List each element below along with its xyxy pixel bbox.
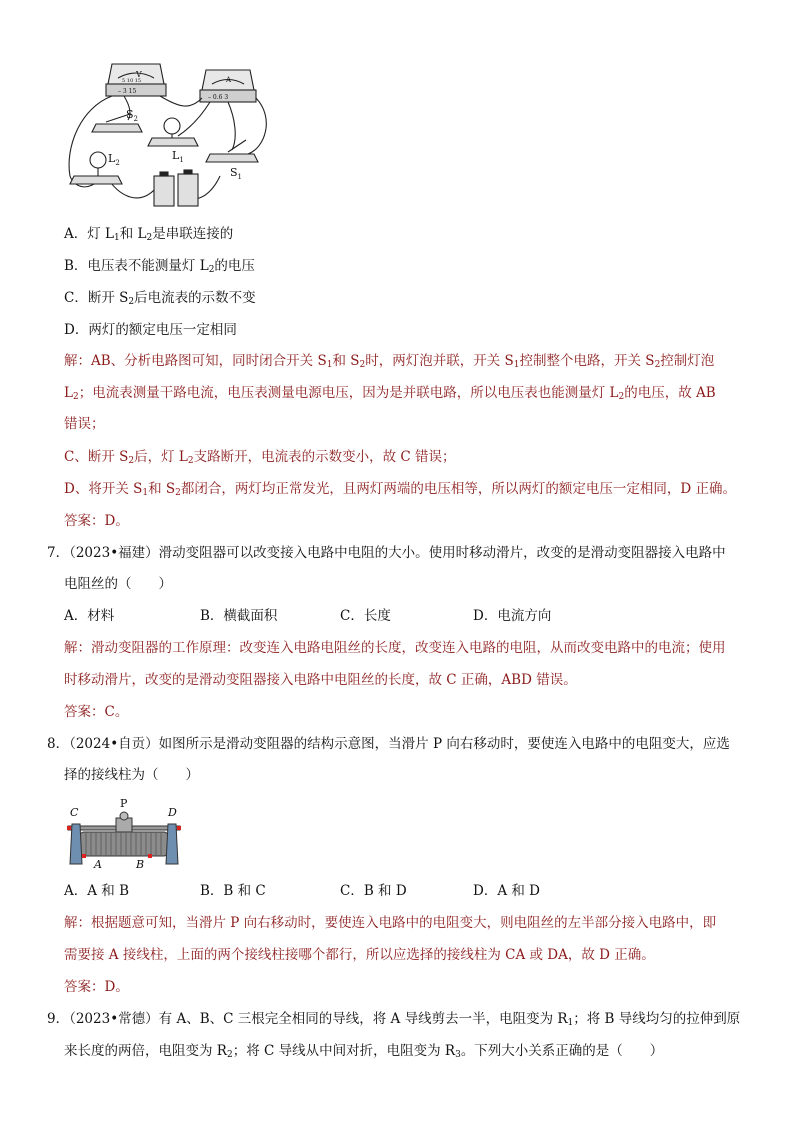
s1-label: $S_1$ bbox=[230, 166, 243, 181]
q6-answer: 答案：D。 bbox=[64, 513, 129, 529]
voltmeter-scale: 5 10 15 bbox=[122, 78, 142, 84]
q7-option-c: C．长度 bbox=[340, 608, 391, 624]
q9-stem-line-2: 来长度的两倍，电阻变为 $R_2$；将 C 导线从中间对折，电阻变为 $R_3$。下列大小关系正确的是（ ） bbox=[64, 1043, 664, 1060]
q6-option-d: D．两灯的额定电压一定相同 bbox=[64, 322, 237, 338]
q8-solution-line-1: 解：根据题意可知，当滑片 P 向右移动时，要使连入电路中的电阻变大，则电阻丝的左半部分接入电路中，即 bbox=[64, 915, 717, 931]
terminal-d-label: D bbox=[168, 806, 177, 819]
q8-option-a: A．A 和 B bbox=[64, 883, 130, 899]
q6-solution-line-1: 解：AB、分析电路图可知，同时闭合开关 $S_1$和 $S_2$时，两灯泡并联，开关 $S_1$控制整个电路，开关 $S_2$控制灯泡 bbox=[64, 353, 715, 370]
q6-solution-line-3: 错误； bbox=[64, 416, 105, 432]
q7-option-d: D．电流方向 bbox=[473, 608, 552, 624]
q7-option-a: A．材料 bbox=[64, 608, 115, 624]
rheostat-diagram bbox=[64, 798, 184, 870]
l1-label: $L_1$ bbox=[172, 149, 184, 164]
q6-option-a: A．灯 $L_1$和 $L_2$是串联连接的 bbox=[64, 226, 234, 243]
q8-option-b: B．B 和 C bbox=[200, 883, 266, 899]
q8-option-c: C．B 和 D bbox=[340, 883, 407, 899]
q6-solution-line-4: C、断开 $S_2$后，灯 $L_2$支路断开，电流表的示数变小，故 C 错误； bbox=[64, 449, 456, 466]
q8-option-d: D．A 和 D bbox=[473, 883, 540, 899]
q8-answer: 答案：D。 bbox=[64, 979, 129, 995]
q8-solution-line-2: 需要接 A 接线柱，上面的两个接线柱接哪个都行，所以应选择的接线柱为 CA 或 DA，故 D 正确。 bbox=[64, 947, 655, 963]
voltmeter-letter: V bbox=[136, 70, 142, 79]
terminal-b-label: B bbox=[136, 858, 145, 870]
q7-solution-line-2: 时移动滑片，改变的是滑动变阻器接入电路中电阻丝的长度，故 C 正确，ABD 错误。 bbox=[64, 672, 577, 688]
q7-solution-line-1: 解：滑动变阻器的工作原理：改变连入电路电阻丝的长度，改变连入电路的电阻，从而改变电路中的电流；使用 bbox=[64, 640, 726, 656]
ammeter-letter: A bbox=[226, 76, 232, 84]
terminal-c-label: C bbox=[70, 806, 79, 819]
q6-option-c: C．断开 $S_2$后电流表的示数不变 bbox=[64, 290, 256, 307]
q8-stem-line-1: 8．（2024•自贡）如图所示是滑动变阻器的结构示意图，当滑片 P 向右移动时，要使连入电路中的电阻变大，应选 bbox=[47, 736, 730, 752]
voltmeter-terminals: – 3 15 bbox=[118, 88, 137, 95]
q6-solution-line-2: $L_2$；电流表测量干路电流，电压表测量电源电压，因为是并联电路，所以电压表也能测量灯 $L_2$的电压，故 AB bbox=[64, 385, 716, 402]
l2-label: $L_2$ bbox=[108, 152, 120, 167]
q7-stem-line-2: 电阻丝的（ ） bbox=[64, 576, 172, 592]
terminal-a-label: A bbox=[94, 858, 102, 870]
q6-solution-line-5: D、将开关 $S_1$和 $S_2$都闭合，两灯均正常发光，且两灯两端的电压相等，所以两灯的额定电压一定相同，D 正确。 bbox=[64, 481, 737, 498]
q9-stem-line-1: 9．（2023•常德）有 A、B、C 三根完全相同的导线，将 A 导线剪去一半，电阻变为 $R_1$；将 B 导线均匀的拉伸到原 bbox=[47, 1011, 741, 1028]
q8-stem-line-2: 择的接线柱为（ ） bbox=[64, 767, 199, 783]
q7-answer: 答案：C。 bbox=[64, 704, 129, 720]
q7-option-b: B．横截面积 bbox=[200, 608, 278, 624]
q6-option-b: B．电压表不能测量灯 $L_2$的电压 bbox=[64, 258, 255, 275]
q7-stem-line-1: 7．（2023•福建）滑动变阻器可以改变接入电路中电阻的大小。使用时移动滑片，改变的是滑动变阻器接入电路中 bbox=[47, 545, 726, 561]
slider-p-label: P bbox=[120, 798, 128, 810]
circuit-diagram bbox=[60, 58, 270, 216]
s2-label: $S_2$ bbox=[126, 108, 139, 123]
ammeter-terminals: – 0.6 3 bbox=[208, 94, 229, 101]
